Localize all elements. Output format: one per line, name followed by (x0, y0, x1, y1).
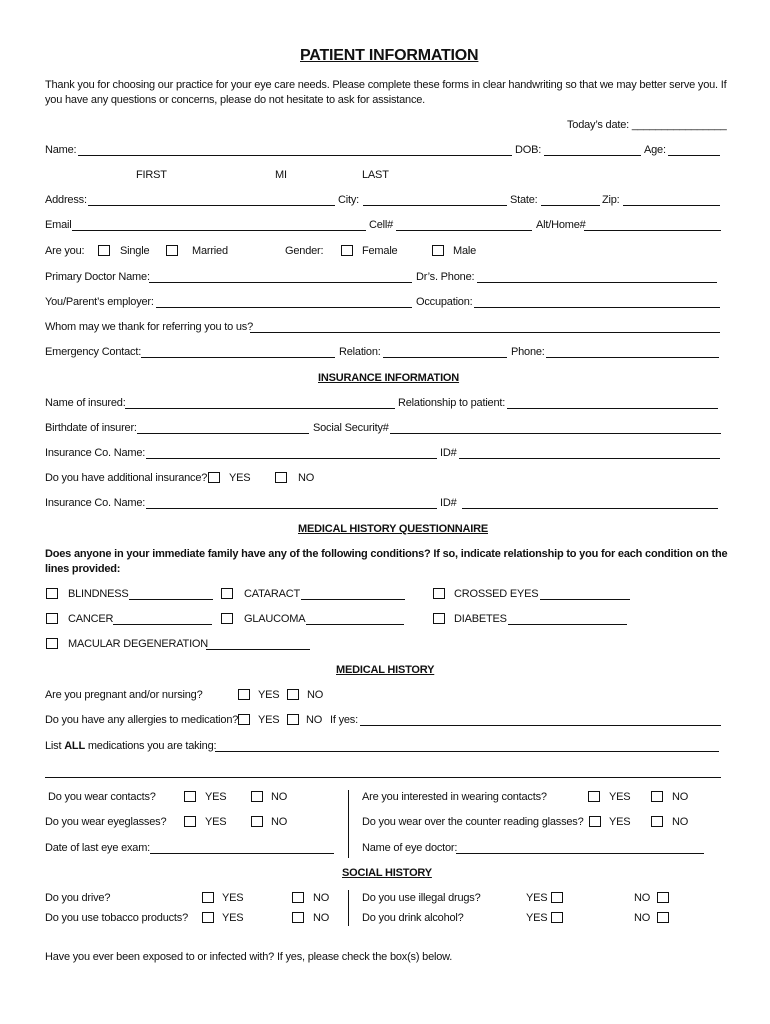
pregnant-yes-checkbox[interactable] (238, 689, 250, 700)
medications-field[interactable] (215, 751, 719, 752)
reading-yes-label: YES (609, 816, 631, 828)
crossed-eyes-field[interactable] (540, 599, 630, 600)
cancer-checkbox[interactable] (46, 613, 58, 624)
address-label: Address: (45, 194, 87, 206)
mhq-question-line-1: Does anyone in your immediate family have any of the following conditions? If so, indicate relationship to you for each condition on the (45, 548, 728, 560)
macular-degeneration-checkbox[interactable] (46, 638, 58, 649)
married-checkbox[interactable] (166, 245, 178, 256)
city-label: City: (338, 194, 360, 206)
glaucoma-label: GLAUCOMA (244, 613, 306, 625)
illegal-drugs-label: Do you use illegal drugs? (362, 892, 481, 904)
drugs-yes-label: YES (526, 892, 548, 904)
insurer-birthdate-label: Birthdate of insurer: (45, 422, 137, 434)
name-label: Name: (45, 144, 77, 156)
pregnant-no-label: NO (307, 689, 324, 701)
alcohol-yes-label: YES (526, 912, 548, 924)
allergies-yes-checkbox[interactable] (238, 714, 250, 725)
interested-yes-checkbox[interactable] (588, 791, 600, 802)
state-label: State: (510, 194, 538, 206)
occupation-label: Occupation: (416, 296, 473, 308)
alcohol-yes-checkbox[interactable] (551, 912, 563, 923)
allergies-if-yes-label: If yes: (330, 714, 358, 726)
employer-field[interactable] (156, 307, 412, 308)
macular-degeneration-label: MACULAR DEGENERATION (68, 638, 209, 650)
age-field[interactable] (668, 155, 720, 156)
dob-label: DOB: (515, 144, 542, 156)
interested-contacts-label: Are you interested in wearing contacts? (362, 791, 547, 803)
pregnant-label: Are you pregnant and/or nursing? (45, 689, 203, 701)
dob-field[interactable] (544, 155, 641, 156)
doctor-phone-field[interactable] (477, 282, 717, 283)
tobacco-yes-label: YES (222, 912, 244, 924)
pregnant-no-checkbox[interactable] (287, 689, 299, 700)
intro-line-2: you have any questions or concerns, please do not hesitate to ask for assistance. (45, 94, 426, 106)
address-field[interactable] (88, 205, 335, 206)
contacts-label: Do you wear contacts? (48, 791, 156, 803)
name-field[interactable] (78, 155, 512, 156)
cancer-field[interactable] (113, 624, 212, 625)
female-checkbox[interactable] (341, 245, 353, 256)
medications-field-line-2[interactable] (45, 777, 721, 778)
medications-label-pre: List (45, 740, 65, 752)
emergency-contact-field[interactable] (141, 357, 335, 358)
diabetes-checkbox[interactable] (433, 613, 445, 624)
cancer-label: CANCER (68, 613, 114, 625)
doctor-phone-label: Dr’s. Phone: (416, 271, 475, 283)
social-column-divider (348, 890, 349, 926)
relationship-field[interactable] (507, 408, 718, 409)
blindness-checkbox[interactable] (46, 588, 58, 599)
relation-field[interactable] (383, 357, 507, 358)
interested-no-checkbox[interactable] (651, 791, 663, 802)
allergies-yes-label: YES (258, 714, 280, 726)
single-label: Single (120, 245, 150, 257)
ssn-label: Social Security# (313, 422, 389, 434)
alcohol-no-checkbox[interactable] (657, 912, 669, 923)
eyeglasses-no-checkbox[interactable] (251, 816, 263, 827)
reading-no-label: NO (672, 816, 689, 828)
first-name-caption: FIRST (136, 169, 167, 181)
reading-no-checkbox[interactable] (651, 816, 663, 827)
alt-phone-label: Alt/Home# (536, 219, 586, 231)
intro-line-1: Thank you for choosing our practice for your eye care needs. Please complete these forms in clear handwriting so that we may better serve you. If (45, 79, 727, 91)
insurance-co-2-label: Insurance Co. Name: (45, 497, 146, 509)
insurance-id-2-field[interactable] (462, 508, 718, 509)
zip-label: Zip: (602, 194, 620, 206)
yes-label: YES (229, 472, 251, 484)
column-divider (348, 790, 349, 858)
insurance-id-field[interactable] (459, 458, 720, 459)
ssn-field[interactable] (390, 433, 721, 434)
mi-caption: MI (275, 169, 287, 181)
primary-doctor-field[interactable] (149, 282, 412, 283)
zip-field[interactable] (623, 205, 720, 206)
reading-yes-checkbox[interactable] (589, 816, 601, 827)
email-field[interactable] (72, 230, 366, 231)
referral-label: Whom may we thank for referring you to us? (45, 321, 254, 333)
drive-yes-checkbox[interactable] (202, 892, 214, 903)
emergency-phone-label: Phone: (511, 346, 545, 358)
macular-degeneration-field[interactable] (206, 649, 310, 650)
medications-label-post: medications you are taking: (84, 740, 217, 752)
page-title: PATIENT INFORMATION (300, 47, 479, 64)
last-eye-exam-field[interactable] (150, 853, 334, 854)
last-name-caption: LAST (362, 169, 389, 181)
medications-label-all: ALL (64, 740, 85, 752)
allergies-no-checkbox[interactable] (287, 714, 299, 725)
crossed-eyes-checkbox[interactable] (433, 588, 445, 599)
name-of-insured-field[interactable] (125, 408, 395, 409)
referral-field[interactable] (250, 332, 720, 333)
diabetes-label: DIABETES (454, 613, 507, 625)
insurance-id-2-label: ID# (440, 497, 457, 509)
gender-label: Gender: (285, 245, 324, 257)
tobacco-no-label: NO (313, 912, 330, 924)
no-label: NO (298, 472, 315, 484)
single-checkbox[interactable] (98, 245, 110, 256)
alcohol-label: Do you drink alcohol? (362, 912, 464, 924)
contacts-no-checkbox[interactable] (251, 791, 263, 802)
additional-insurance-label: Do you have additional insurance? (45, 472, 208, 484)
diabetes-field[interactable] (508, 624, 627, 625)
emergency-phone-field[interactable] (546, 357, 719, 358)
eyeglasses-yes-checkbox[interactable] (184, 816, 196, 827)
tobacco-no-checkbox[interactable] (292, 912, 304, 923)
insurance-co-2-field[interactable] (146, 508, 437, 509)
eyeglasses-no-label: NO (271, 816, 288, 828)
eye-doctor-field[interactable] (456, 853, 704, 854)
eyeglasses-yes-label: YES (205, 816, 227, 828)
female-label: Female (362, 245, 398, 257)
last-eye-exam-label: Date of last eye exam: (45, 842, 151, 854)
city-field[interactable] (363, 205, 507, 206)
drive-label: Do you drive? (45, 892, 111, 904)
social-history-heading: SOCIAL HISTORY (342, 867, 432, 879)
age-label: Age: (644, 144, 666, 156)
insurance-co-label: Insurance Co. Name: (45, 447, 146, 459)
cell-label: Cell# (369, 219, 394, 231)
medications-label (45, 739, 216, 753)
employer-label: You/Parent’s employer: (45, 296, 154, 308)
mhq-heading: MEDICAL HISTORY QUESTIONNAIRE (298, 523, 488, 535)
todays-date-field[interactable]: Today’s date: ________________ (567, 119, 727, 131)
cataract-field[interactable] (301, 599, 405, 600)
drugs-yes-checkbox[interactable] (551, 892, 563, 903)
allergies-no-label: NO (306, 714, 323, 726)
drugs-no-checkbox[interactable] (657, 892, 669, 903)
tobacco-label: Do you use tobacco products? (45, 912, 188, 924)
eye-doctor-label: Name of eye doctor: (362, 842, 458, 854)
insurance-heading: INSURANCE INFORMATION (318, 372, 460, 384)
tobacco-yes-checkbox[interactable] (202, 912, 214, 923)
insurer-birthdate-field[interactable] (137, 433, 309, 434)
contacts-yes-label: YES (205, 791, 227, 803)
mhq-question-line-2: lines provided: (45, 563, 121, 575)
crossed-eyes-label: CROSSED EYES (454, 588, 539, 600)
male-label: Male (453, 245, 477, 257)
pregnant-yes-label: YES (258, 689, 280, 701)
allergies-details-field[interactable] (360, 725, 721, 726)
name-of-insured-label: Name of insured: (45, 397, 126, 409)
cataract-checkbox[interactable] (221, 588, 233, 599)
blindness-label: BLINDNESS (68, 588, 129, 600)
blindness-field[interactable] (129, 599, 213, 600)
relationship-label: Relationship to patient: (398, 397, 506, 409)
relation-label: Relation: (339, 346, 381, 358)
occupation-field[interactable] (474, 307, 720, 308)
glaucoma-checkbox[interactable] (221, 613, 233, 624)
interested-yes-label: YES (609, 791, 631, 803)
insurance-co-field[interactable] (146, 458, 437, 459)
exposure-question: Have you ever been exposed to or infected with? If yes, please check the box(s) below. (45, 951, 453, 963)
eyeglasses-label: Do you wear eyeglasses? (45, 816, 167, 828)
medical-history-heading: MEDICAL HISTORY (336, 664, 435, 676)
contacts-no-label: NO (271, 791, 288, 803)
drugs-no-label: NO (634, 892, 651, 904)
drive-no-checkbox[interactable] (292, 892, 304, 903)
contacts-yes-checkbox[interactable] (184, 791, 196, 802)
email-label: Email (45, 219, 72, 231)
interested-no-label: NO (672, 791, 689, 803)
drive-no-label: NO (313, 892, 330, 904)
are-you-label: Are you: (45, 245, 85, 257)
additional-insurance-no-checkbox[interactable] (275, 472, 287, 483)
insurance-id-label: ID# (440, 447, 457, 459)
reading-glasses-label: Do you wear over the counter reading glasses? (362, 816, 584, 828)
alcohol-no-label: NO (634, 912, 651, 924)
glaucoma-field[interactable] (306, 624, 404, 625)
allergies-label: Do you have any allergies to medication? (45, 714, 239, 726)
primary-doctor-label: Primary Doctor Name: (45, 271, 150, 283)
state-field[interactable] (541, 205, 600, 206)
cataract-label: CATARACT (244, 588, 301, 600)
additional-insurance-yes-checkbox[interactable] (208, 472, 220, 483)
emergency-contact-label: Emergency Contact: (45, 346, 142, 358)
alt-phone-field[interactable] (584, 230, 721, 231)
drive-yes-label: YES (222, 892, 244, 904)
male-checkbox[interactable] (432, 245, 444, 256)
married-label: Married (192, 245, 228, 257)
cell-field[interactable] (396, 230, 532, 231)
